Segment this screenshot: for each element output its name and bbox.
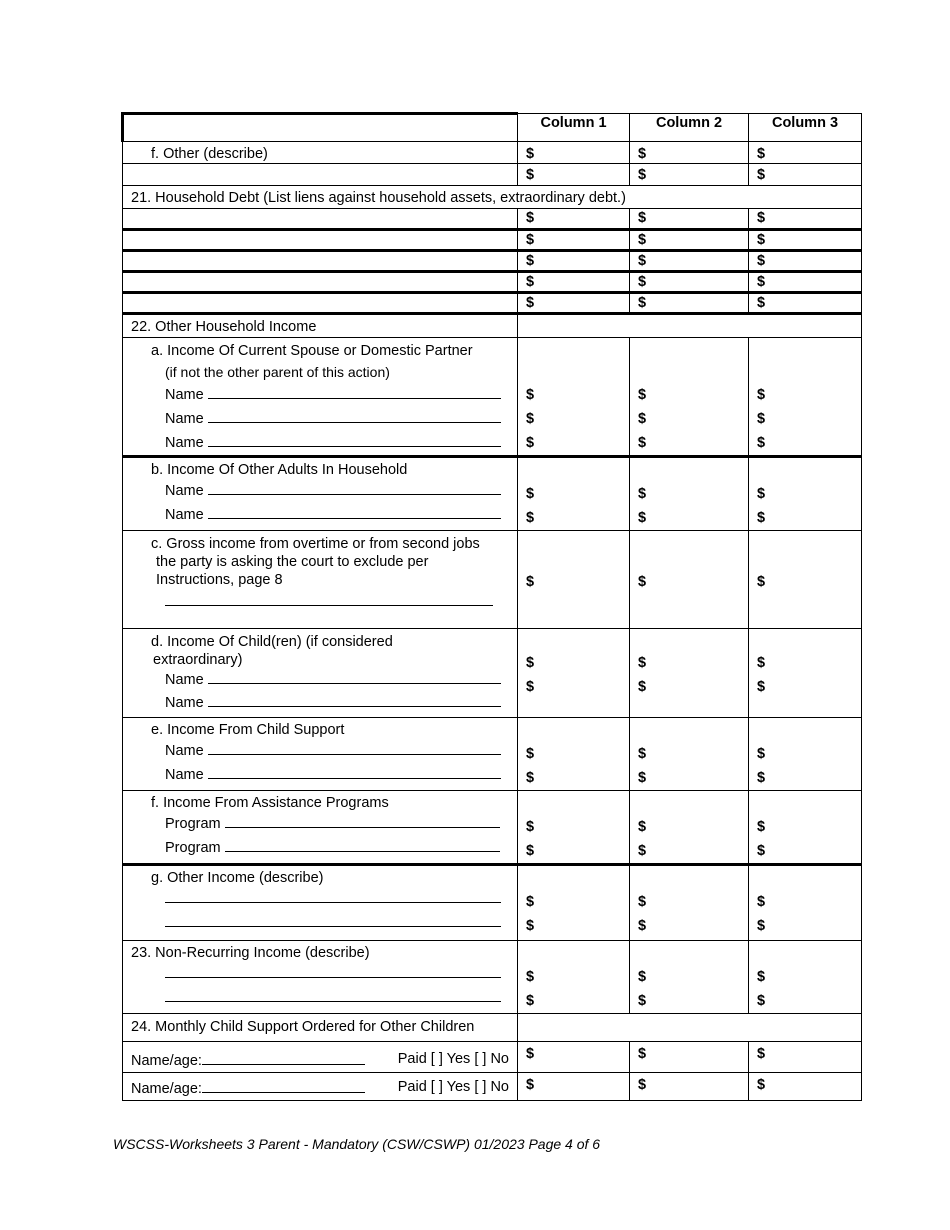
- name-input-line[interactable]: [208, 432, 501, 447]
- section-24-row: [123, 1014, 862, 1042]
- amount-cell: [630, 338, 749, 457]
- section-22d-row: [123, 629, 862, 718]
- amount-field[interactable]: $: [638, 679, 647, 695]
- debt-description-field[interactable]: [123, 251, 518, 272]
- name-input-line[interactable]: [208, 764, 501, 779]
- amount-field[interactable]: $: [630, 251, 749, 272]
- amount-cell: [518, 791, 630, 865]
- other-describe-label: f. Other (describe): [123, 142, 518, 164]
- assistance-income-label: f. Income From Assistance Programs: [151, 795, 389, 811]
- amount-field[interactable]: $: [638, 411, 647, 427]
- amount-field[interactable]: $: [526, 819, 535, 835]
- amount-field[interactable]: $: [526, 510, 535, 526]
- amount-field[interactable]: $: [630, 142, 749, 164]
- overtime-income-label-3: Instructions, page 8: [156, 572, 283, 588]
- name-age-cell: [123, 1073, 518, 1101]
- child-income-label: d. Income Of Child(ren) (if considered: [151, 634, 393, 650]
- amount-cell: [630, 865, 749, 941]
- name-label: Name: [165, 695, 204, 711]
- name-label: Name: [165, 387, 204, 403]
- child-support-income-label: e. Income From Child Support: [151, 722, 345, 738]
- section-22f-row: [123, 791, 862, 865]
- amount-field[interactable]: $: [638, 819, 647, 835]
- amount-field[interactable]: $: [630, 531, 749, 629]
- section-22c-row: [123, 531, 862, 629]
- amount-field[interactable]: $: [757, 679, 766, 695]
- overtime-income-cell: [123, 531, 518, 629]
- section-22b-row: [123, 457, 862, 531]
- amount-field[interactable]: $: [526, 993, 535, 1009]
- amount-field[interactable]: $: [757, 655, 766, 671]
- describe-input-line[interactable]: [165, 591, 493, 606]
- child-income-label-2: extraordinary): [153, 652, 243, 668]
- table-row: [123, 293, 862, 314]
- other-adults-cell: [123, 457, 518, 531]
- amount-field[interactable]: $: [757, 486, 766, 502]
- amount-field[interactable]: $: [526, 770, 535, 786]
- amount-field[interactable]: $: [749, 1073, 862, 1101]
- amount-field[interactable]: $: [526, 387, 535, 403]
- amount-cell: [518, 941, 630, 1014]
- amount-field[interactable]: $: [518, 142, 630, 164]
- amount-cell: [749, 718, 862, 791]
- amount-field[interactable]: $: [638, 969, 647, 985]
- amount-field[interactable]: $: [518, 251, 630, 272]
- amount-field[interactable]: $: [630, 1042, 749, 1073]
- amount-field[interactable]: $: [630, 164, 749, 186]
- name-age-input-line[interactable]: [202, 1078, 365, 1093]
- blank-cell: [518, 314, 862, 338]
- amount-field[interactable]: $: [518, 293, 630, 314]
- section-22a-row: [123, 338, 862, 457]
- amount-field[interactable]: $: [749, 531, 862, 629]
- amount-field[interactable]: $: [757, 969, 766, 985]
- describe-field[interactable]: [123, 164, 518, 186]
- debt-description-field[interactable]: [123, 209, 518, 230]
- column-header-row: [123, 114, 862, 142]
- amount-field[interactable]: $: [638, 510, 647, 526]
- overtime-income-label: c. Gross income from overtime or from second jobs: [151, 536, 480, 552]
- column-1-header: Column 1: [518, 114, 630, 142]
- amount-field[interactable]: $: [757, 770, 766, 786]
- amount-field[interactable]: $: [630, 1073, 749, 1101]
- name-label: Name: [165, 435, 204, 451]
- describe-input-line[interactable]: [165, 888, 501, 903]
- amount-field[interactable]: $: [638, 918, 647, 934]
- assistance-income-cell: [123, 791, 518, 865]
- non-recurring-income-cell: [123, 941, 518, 1014]
- column-3-header: Column 3: [749, 114, 862, 142]
- name-label: Name: [165, 483, 204, 499]
- program-label: Program: [165, 816, 221, 832]
- amount-cell: [749, 629, 862, 718]
- amount-cell: [518, 629, 630, 718]
- table-row: [123, 209, 862, 230]
- child-income-cell: [123, 629, 518, 718]
- table-row: [123, 1073, 862, 1101]
- spouse-income-label: a. Income Of Current Spouse or Domestic Partner: [151, 343, 473, 359]
- name-age-cell: [123, 1042, 518, 1073]
- paid-yes-no[interactable]: Paid [ ] Yes [ ] No: [397, 1079, 509, 1095]
- debt-description-field[interactable]: [123, 272, 518, 293]
- child-support-ordered-label: 24. Monthly Child Support Ordered for Other Children: [123, 1014, 518, 1042]
- non-recurring-income-label: 23. Non-Recurring Income (describe): [131, 945, 370, 961]
- table-row: [123, 1042, 862, 1073]
- amount-field[interactable]: $: [638, 435, 647, 451]
- amount-cell: [518, 457, 630, 531]
- amount-field[interactable]: $: [757, 411, 766, 427]
- amount-field[interactable]: $: [757, 435, 766, 451]
- name-label: Name: [165, 767, 204, 783]
- amount-field[interactable]: $: [518, 209, 630, 230]
- name-age-label: Name/age:: [131, 1053, 202, 1069]
- amount-cell: [630, 791, 749, 865]
- amount-field[interactable]: $: [757, 746, 766, 762]
- amount-field[interactable]: $: [749, 1042, 862, 1073]
- amount-field[interactable]: $: [757, 894, 766, 910]
- table-row: [123, 272, 862, 293]
- name-input-line[interactable]: [208, 692, 501, 707]
- amount-field[interactable]: $: [518, 272, 630, 293]
- describe-input-line[interactable]: [165, 987, 501, 1002]
- amount-cell: [518, 338, 630, 457]
- amount-field[interactable]: $: [518, 230, 630, 251]
- amount-field[interactable]: $: [518, 531, 630, 629]
- name-input-line[interactable]: [208, 384, 501, 399]
- amount-field[interactable]: $: [518, 1073, 630, 1101]
- amount-field[interactable]: $: [757, 387, 766, 403]
- amount-field[interactable]: $: [638, 486, 647, 502]
- spouse-income-note: (if not the other parent of this action): [165, 364, 390, 380]
- name-label: Name: [165, 743, 204, 759]
- amount-field[interactable]: $: [749, 251, 862, 272]
- name-input-line[interactable]: [208, 669, 501, 684]
- name-age-label: Name/age:: [131, 1081, 202, 1097]
- amount-field[interactable]: $: [526, 435, 535, 451]
- other-income-label: g. Other Income (describe): [151, 870, 324, 886]
- section-22e-row: [123, 718, 862, 791]
- child-support-income-cell: [123, 718, 518, 791]
- amount-cell: [749, 338, 862, 457]
- page-footer: WSCSS-Worksheets 3 Parent - Mandatory (CSW/CSWP) 01/2023 Page 4 of 6: [113, 1136, 601, 1152]
- amount-field[interactable]: $: [638, 746, 647, 762]
- amount-cell: [630, 629, 749, 718]
- amount-cell: [749, 457, 862, 531]
- table-row: [123, 164, 862, 186]
- amount-field[interactable]: $: [526, 918, 535, 934]
- household-debt-label: 21. Household Debt (List liens against household assets, extraordinary debt.): [123, 186, 862, 209]
- name-age-input-line[interactable]: [202, 1050, 365, 1065]
- section-22g-row: [123, 865, 862, 941]
- debt-description-field[interactable]: [123, 293, 518, 314]
- amount-field[interactable]: $: [526, 969, 535, 985]
- amount-field[interactable]: $: [630, 293, 749, 314]
- section-23-row: [123, 941, 862, 1014]
- spouse-income-cell: [123, 338, 518, 457]
- amount-field[interactable]: $: [526, 746, 535, 762]
- amount-field[interactable]: $: [526, 894, 535, 910]
- amount-field[interactable]: $: [638, 993, 647, 1009]
- amount-field[interactable]: $: [757, 510, 766, 526]
- amount-field[interactable]: $: [749, 209, 862, 230]
- amount-field[interactable]: $: [757, 993, 766, 1009]
- amount-field[interactable]: $: [526, 679, 535, 695]
- amount-field[interactable]: $: [757, 843, 766, 859]
- amount-field[interactable]: $: [638, 655, 647, 671]
- amount-field[interactable]: $: [749, 164, 862, 186]
- other-adults-label: b. Income Of Other Adults In Household: [151, 462, 408, 478]
- worksheet-table: [121, 112, 862, 1101]
- amount-field[interactable]: $: [757, 918, 766, 934]
- amount-field[interactable]: $: [638, 843, 647, 859]
- name-label: Name: [165, 672, 204, 688]
- amount-field[interactable]: $: [526, 486, 535, 502]
- table-row: [123, 142, 862, 164]
- amount-field[interactable]: $: [518, 1042, 630, 1073]
- section-22-row: [123, 314, 862, 338]
- amount-field[interactable]: $: [757, 819, 766, 835]
- amount-field[interactable]: $: [630, 272, 749, 293]
- other-household-income-label: 22. Other Household Income: [123, 314, 518, 338]
- describe-input-line[interactable]: [165, 963, 501, 978]
- amount-field[interactable]: $: [526, 843, 535, 859]
- name-input-line[interactable]: [208, 480, 501, 495]
- blank-cell: [518, 1014, 862, 1042]
- column-2-header: Column 2: [630, 114, 749, 142]
- program-input-line[interactable]: [225, 813, 500, 828]
- other-income-cell: [123, 865, 518, 941]
- amount-field[interactable]: $: [638, 387, 647, 403]
- debt-description-field[interactable]: [123, 230, 518, 251]
- table-row: [123, 230, 862, 251]
- amount-cell: [630, 457, 749, 531]
- amount-cell: [630, 718, 749, 791]
- amount-field[interactable]: $: [630, 209, 749, 230]
- paid-yes-no[interactable]: Paid [ ] Yes [ ] No: [397, 1051, 509, 1067]
- header-blank: [123, 114, 518, 142]
- amount-field[interactable]: $: [526, 411, 535, 427]
- name-label: Name: [165, 411, 204, 427]
- amount-field[interactable]: $: [638, 894, 647, 910]
- amount-cell: [518, 718, 630, 791]
- amount-cell: [749, 941, 862, 1014]
- amount-field[interactable]: $: [749, 272, 862, 293]
- amount-field[interactable]: $: [749, 293, 862, 314]
- name-input-line[interactable]: [208, 408, 501, 423]
- amount-field[interactable]: $: [749, 230, 862, 251]
- name-label: Name: [165, 507, 204, 523]
- amount-field[interactable]: $: [526, 655, 535, 671]
- amount-field[interactable]: $: [518, 164, 630, 186]
- section-21-row: [123, 186, 862, 209]
- program-input-line[interactable]: [225, 837, 500, 852]
- amount-field[interactable]: $: [749, 142, 862, 164]
- describe-input-line[interactable]: [165, 912, 501, 927]
- name-input-line[interactable]: [208, 504, 501, 519]
- table-row: [123, 251, 862, 272]
- amount-cell: [630, 941, 749, 1014]
- amount-cell: [749, 791, 862, 865]
- amount-cell: [518, 865, 630, 941]
- overtime-income-label-2: the party is asking the court to exclude per: [156, 554, 429, 570]
- amount-field[interactable]: $: [630, 230, 749, 251]
- amount-cell: [749, 865, 862, 941]
- program-label: Program: [165, 840, 221, 856]
- amount-field[interactable]: $: [638, 770, 647, 786]
- name-input-line[interactable]: [208, 740, 501, 755]
